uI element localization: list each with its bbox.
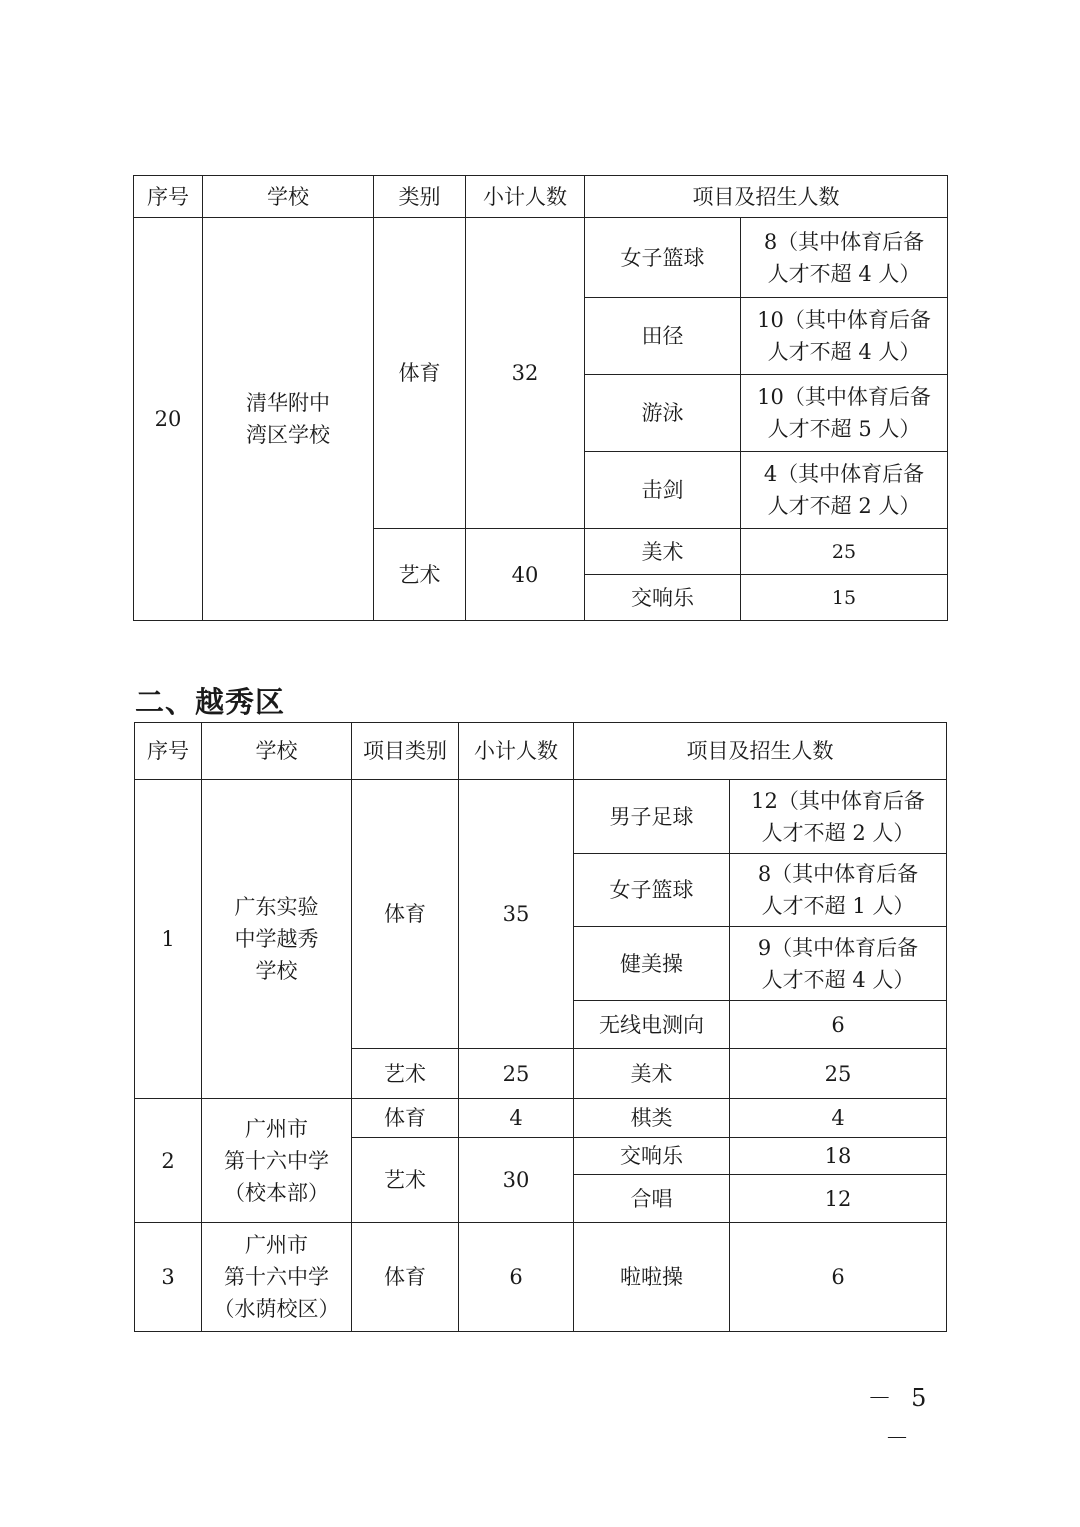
table-header-row xyxy=(135,723,947,780)
category-cell: 艺术 xyxy=(352,1138,459,1223)
project-cell: 女子篮球 xyxy=(585,218,741,298)
count-cell xyxy=(741,452,948,529)
school-name-line: 学校 xyxy=(255,959,298,983)
page-number: － 5 － xyxy=(867,1384,933,1452)
project-cell: 男子足球 xyxy=(574,780,730,854)
table-header-row xyxy=(134,176,948,218)
subtotal-cell: 35 xyxy=(459,780,574,1049)
subtotal-cell: 4 xyxy=(459,1099,574,1138)
school-name-line: （校本部） xyxy=(224,1180,329,1205)
category-cell: 体育 xyxy=(352,780,459,1049)
project-cell: 美术 xyxy=(585,529,741,575)
row-number: 2 xyxy=(135,1099,202,1223)
project-cell: 游泳 xyxy=(585,375,741,452)
school-name xyxy=(202,1099,352,1223)
project-cell: 交响乐 xyxy=(574,1138,730,1175)
school-name-line: 第十六中学 xyxy=(224,1265,329,1289)
header-projects: 项目及招生人数 xyxy=(585,176,948,218)
enrollment-table-1 xyxy=(133,175,948,621)
project-cell: 交响乐 xyxy=(585,575,741,621)
project-cell: 美术 xyxy=(574,1049,730,1099)
category-cell: 体育 xyxy=(352,1223,459,1332)
project-cell: 无线电测向 xyxy=(574,1001,730,1049)
project-cell: 击剑 xyxy=(585,452,741,529)
header-subtotal: 小计人数 xyxy=(466,176,585,218)
school-name-line: 湾区学校 xyxy=(246,423,330,447)
count-cell xyxy=(730,780,947,854)
section-heading: 二、越秀区 xyxy=(135,685,286,719)
school-name-line: 清华附中 xyxy=(246,391,330,415)
school-name-line: 广州市 xyxy=(245,1233,308,1257)
school-name-line: （水荫校区） xyxy=(213,1297,340,1321)
header-school: 学校 xyxy=(202,723,352,780)
project-cell: 啦啦操 xyxy=(574,1223,730,1332)
count-cell xyxy=(741,218,948,298)
category-cell: 艺术 xyxy=(374,529,466,621)
header-projects: 项目及招生人数 xyxy=(574,723,947,780)
school-name-line: 广州市 xyxy=(245,1116,308,1141)
count-cell: 15 xyxy=(741,575,948,621)
count-line: 4（其中体育后备 xyxy=(763,462,925,486)
category-cell: 体育 xyxy=(374,218,466,529)
project-cell: 女子篮球 xyxy=(574,854,730,927)
school-name-line: 第十六中学 xyxy=(224,1148,329,1173)
count-cell: 6 xyxy=(730,1223,947,1332)
project-cell: 健美操 xyxy=(574,927,730,1001)
count-line: 10（其中体育后备 xyxy=(757,308,931,332)
school-name-line: 中学越秀 xyxy=(234,927,319,951)
count-cell xyxy=(741,298,948,375)
subtotal-cell: 30 xyxy=(459,1138,574,1223)
subtotal-cell: 6 xyxy=(459,1223,574,1332)
row-number: 1 xyxy=(135,780,202,1099)
count-line: 人才不超 2 人） xyxy=(767,494,921,518)
count-line: 10（其中体育后备 xyxy=(757,385,931,409)
category-cell: 艺术 xyxy=(352,1049,459,1099)
school-name xyxy=(203,218,374,621)
count-line: 人才不超 5 人） xyxy=(767,417,921,441)
table-row xyxy=(135,1223,947,1332)
table-row xyxy=(135,1099,947,1138)
header-school: 学校 xyxy=(203,176,374,218)
count-cell: 6 xyxy=(730,1001,947,1049)
school-name xyxy=(202,1223,352,1332)
count-cell: 25 xyxy=(741,529,948,575)
count-cell: 4 xyxy=(730,1099,947,1138)
count-cell xyxy=(730,854,947,927)
count-cell: 25 xyxy=(730,1049,947,1099)
project-cell: 田径 xyxy=(585,298,741,375)
school-name-line: 广东实验 xyxy=(234,895,319,919)
project-cell: 棋类 xyxy=(574,1099,730,1138)
count-cell xyxy=(741,375,948,452)
header-subtotal: 小计人数 xyxy=(459,723,574,780)
header-category: 项目类别 xyxy=(352,723,459,780)
count-line: 人才不超 1 人） xyxy=(761,894,915,918)
header-category: 类别 xyxy=(374,176,466,218)
school-name xyxy=(202,780,352,1099)
subtotal-cell: 25 xyxy=(459,1049,574,1099)
count-line: 人才不超 2 人） xyxy=(761,820,915,845)
count-line: 人才不超 4 人） xyxy=(767,340,921,364)
count-line: 8（其中体育后备 xyxy=(763,229,925,254)
count-line: 8（其中体育后备 xyxy=(757,862,919,886)
count-line: 人才不超 4 人） xyxy=(761,967,915,992)
table-row xyxy=(135,780,947,854)
row-number: 20 xyxy=(134,218,203,621)
count-line: 人才不超 4 人） xyxy=(767,261,921,286)
count-cell: 18 xyxy=(730,1138,947,1175)
header-no: 序号 xyxy=(135,723,202,780)
count-line: 9（其中体育后备 xyxy=(757,935,919,960)
count-cell: 12 xyxy=(730,1175,947,1223)
subtotal-cell: 32 xyxy=(466,218,585,529)
header-no: 序号 xyxy=(134,176,203,218)
count-line: 12（其中体育后备 xyxy=(751,788,925,813)
count-cell xyxy=(730,927,947,1001)
category-cell: 体育 xyxy=(352,1099,459,1138)
row-number: 3 xyxy=(135,1223,202,1332)
project-cell: 合唱 xyxy=(574,1175,730,1223)
table-row xyxy=(134,218,948,298)
subtotal-cell: 40 xyxy=(466,529,585,621)
enrollment-table-2 xyxy=(134,722,947,1332)
